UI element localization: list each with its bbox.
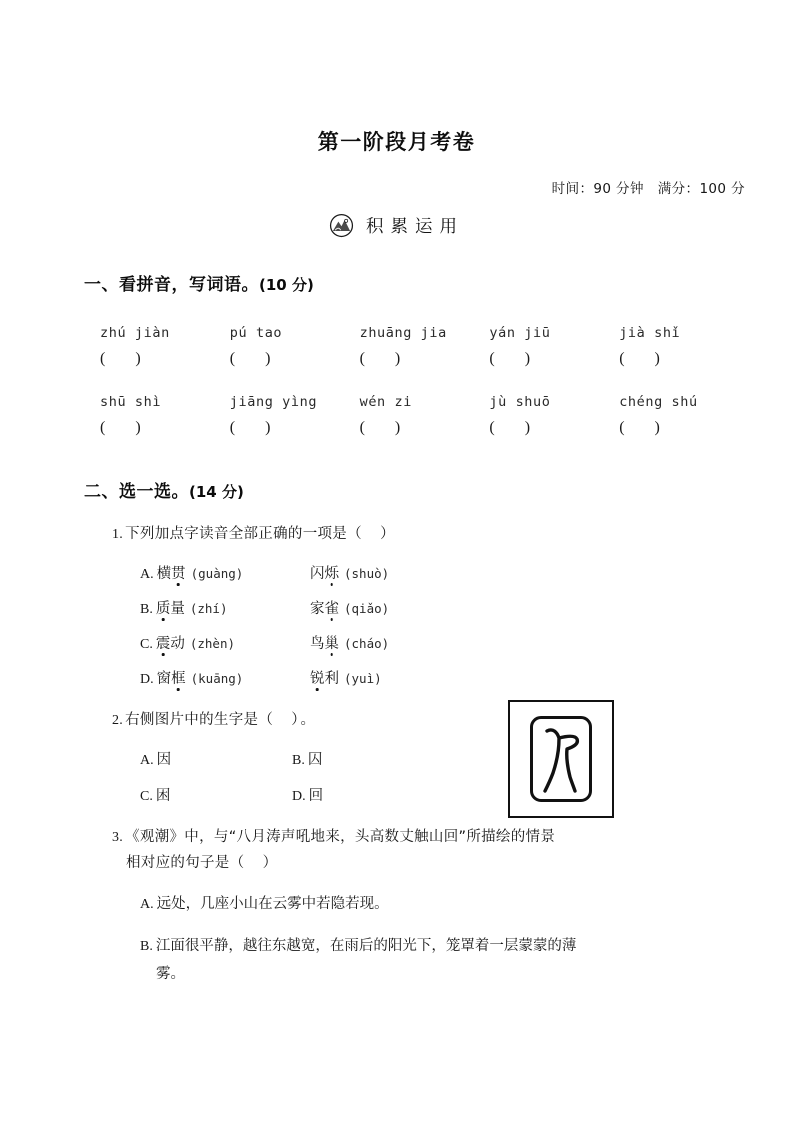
option-char: 困 [155, 788, 171, 804]
answer-bracket-row-1 [0, 341, 793, 368]
option-char: 家 [310, 600, 325, 617]
option-letter: A. [140, 566, 154, 582]
option-row-q3-b[interactable] [0, 918, 793, 989]
option-char-emphasized: 质 [156, 597, 171, 618]
option-char: 动 [170, 635, 185, 652]
option-q2-d [292, 784, 323, 805]
part-1-points: (10 分) [259, 276, 314, 294]
option-char: 利 [324, 670, 339, 687]
question-number: 1. [112, 527, 124, 542]
question-2-stem [0, 688, 793, 734]
option-char: 横 [156, 565, 172, 582]
answer-bracket-row-2 [0, 410, 793, 437]
answer-blank[interactable]: ( ) [489, 350, 531, 367]
pinyin-cell: zhú jiàn [100, 325, 170, 341]
option-row-a[interactable] [0, 548, 793, 583]
option-letter: D. [292, 789, 306, 804]
option-d-right [310, 667, 382, 688]
option-pronunciation: (qiǎo) [344, 600, 390, 616]
option-char: 闪 [310, 565, 325, 582]
option-letter: B. [292, 753, 305, 768]
option-a-left [140, 562, 310, 583]
pinyin-cell: jià shǐ [619, 325, 681, 341]
question-text-line1: 《观潮》中，与“八月涛声吼地来，头高数丈触山回”所描绘的情景 [125, 829, 556, 845]
pinyin-exercise-block [0, 295, 793, 437]
answer-blank[interactable]: （ ） [229, 854, 280, 871]
question-text: 右侧图片中的生字是 [125, 711, 259, 728]
option-b-left [140, 597, 310, 618]
option-char-emphasized: 巢 [325, 632, 340, 653]
option-char: 鸟 [310, 635, 325, 652]
answer-blank[interactable]: ( ) [229, 350, 271, 367]
option-letter: C. [140, 789, 153, 804]
question-text-line2-wrap [112, 851, 745, 876]
pinyin-cell: wén zi [359, 394, 412, 410]
pinyin-cell: jù shuō [489, 394, 551, 410]
pinyin-cell: yán jiū [489, 325, 551, 341]
section-title-label: 积累运用 [366, 217, 464, 237]
option-row-q2-ab[interactable] [0, 733, 793, 769]
option-row-b[interactable] [0, 583, 793, 618]
option-pronunciation: (cháo) [344, 635, 390, 651]
option-c-right [310, 632, 389, 653]
pinyin-cell: shū shì [100, 394, 162, 410]
answer-blank[interactable]: ( ) [619, 419, 660, 436]
option-a-right [310, 562, 389, 583]
option-text: 远处，几座小山在云雾中若隐若现。 [156, 895, 389, 912]
option-char: 因 [156, 752, 172, 768]
answer-blank[interactable]: ( ) [619, 350, 660, 367]
answer-blank[interactable]: ( ) [359, 350, 401, 367]
option-text: 江面很平静，越往东越宽，在雨后的阳光下，笼罩着一层蒙蒙的薄 [155, 938, 577, 955]
part-heading-2 [0, 437, 793, 502]
option-letter: B. [140, 601, 153, 617]
option-q2-a [140, 748, 292, 769]
question-number: 2. [112, 712, 124, 728]
option-b-right [310, 597, 389, 618]
option-pronunciation: (zhèn) [189, 635, 235, 651]
part-1-title: 一、看拼音，写词语。 [84, 275, 259, 295]
option-pronunciation: (kuāng) [190, 670, 244, 686]
option-char-emphasized: 锐 [310, 667, 325, 688]
question-2-image-box [508, 700, 614, 818]
option-char-emphasized: 震 [156, 632, 171, 653]
answer-blank[interactable]: ( ) [359, 419, 401, 436]
answer-blank[interactable]: ( ) [100, 419, 141, 436]
option-q2-c [140, 784, 292, 805]
option-char-emphasized: 框 [171, 667, 186, 688]
option-char: 回 [308, 788, 324, 804]
option-pronunciation: (shuò) [344, 565, 390, 581]
question-1-stem [0, 502, 793, 548]
mountain-landscape-icon [329, 213, 354, 238]
question-number: 3. [112, 830, 124, 845]
answer-blank[interactable]: ( ) [100, 350, 141, 367]
option-char-emphasized: 雀 [325, 597, 340, 618]
option-letter: B. [140, 939, 153, 955]
exam-meta-line: 时间：90 分钟 满分：100 分 [551, 181, 745, 197]
option-char: 量 [170, 600, 185, 617]
option-char: 窗 [156, 670, 172, 687]
pinyin-cell: chéng shú [619, 394, 698, 410]
pinyin-cell: zhuāng jia [359, 325, 447, 341]
question-3-stem [0, 805, 793, 876]
pinyin-row-2 [0, 368, 793, 410]
page-title: 第一阶段月考卷 [317, 130, 476, 154]
pinyin-cell: pú tao [229, 325, 283, 341]
option-letter: C. [140, 636, 153, 652]
option-char-emphasized: 烁 [325, 562, 340, 583]
option-letter: D. [140, 671, 154, 687]
option-char: 囚 [307, 752, 323, 768]
option-row-c[interactable] [0, 618, 793, 653]
part-2-points: (14 分) [189, 483, 244, 501]
question-text-line2: 相对应的句子是 [126, 854, 230, 871]
part-heading-1 [0, 238, 793, 295]
answer-blank[interactable]: ( ) [229, 419, 271, 436]
option-row-d[interactable] [0, 653, 793, 688]
option-letter: A. [140, 753, 154, 768]
option-text-continued: 雾。 [156, 966, 185, 983]
section-header-积累运用 [0, 213, 793, 238]
option-pronunciation: (yuì) [344, 670, 382, 686]
ancient-seal-script-glyph-icon [533, 719, 589, 799]
option-q2-b [292, 748, 322, 769]
option-letter: A. [140, 896, 154, 912]
part-2-title: 二、选一选。 [84, 482, 189, 502]
option-row-q2-cd[interactable] [0, 769, 793, 805]
option-row-q3-a[interactable] [0, 876, 793, 918]
pinyin-row-1 [0, 313, 793, 341]
answer-blank[interactable]: （ ） [347, 526, 397, 542]
option-c-left [140, 632, 310, 653]
answer-blank[interactable]: （ ）。 [258, 711, 318, 728]
option-pronunciation: (zhí) [189, 600, 228, 616]
option-pronunciation: (guàng) [190, 565, 244, 581]
pinyin-cell: jiāng yìng [229, 394, 318, 410]
question-text: 下列加点字读音全部正确的一项是 [125, 526, 348, 542]
option-d-left [140, 667, 310, 688]
answer-blank[interactable]: ( ) [489, 419, 531, 436]
option-char-emphasized: 贯 [171, 562, 186, 583]
